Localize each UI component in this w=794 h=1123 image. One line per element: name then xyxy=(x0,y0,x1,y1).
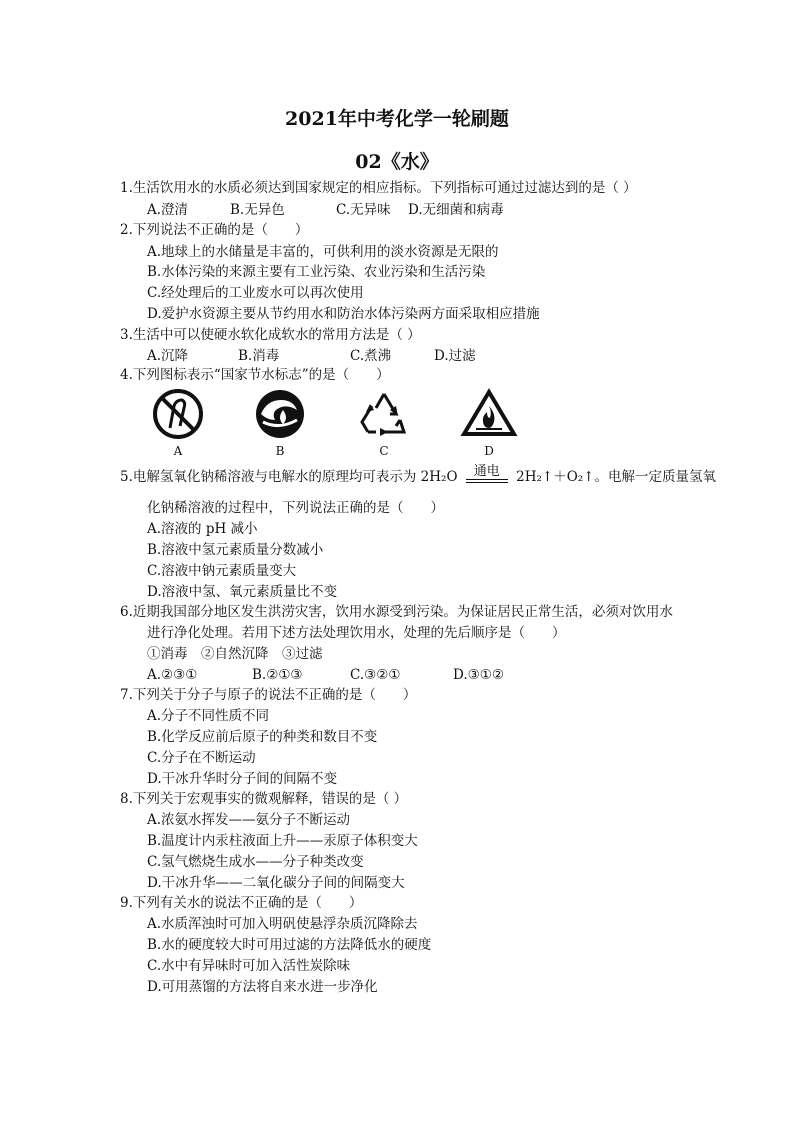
question-2-option-c: C.经处理后的工业废水可以再次使用 xyxy=(147,285,364,301)
icon-label-b: B xyxy=(275,444,285,458)
recycle-icon xyxy=(356,388,412,440)
question-3-stem: 3.生活中可以使硬水软化成软水的常用方法是（ ） xyxy=(120,327,421,343)
water-saving-icon xyxy=(253,388,307,440)
option-c: C.③②① xyxy=(350,667,401,683)
option-d: D.③①② xyxy=(453,667,504,683)
question-8-option-a: A.浓氨水挥发——氨分子不断运动 xyxy=(147,812,351,828)
question-1-stem: 1.生活饮用水的水质必须达到国家规定的相应指标。下列指标可通过过滤达到的是（ ） xyxy=(120,180,637,196)
question-3-options xyxy=(147,347,476,365)
chapter-title: 02《水》 xyxy=(355,151,439,173)
question-9-option-a: A.水质浑浊时可加入明矾使悬浮杂质沉降除去 xyxy=(147,916,418,932)
option-c: C.煮沸 xyxy=(350,348,392,364)
question-5-option-b: B.溶液中氢元素质量分数减小 xyxy=(147,542,324,558)
question-8-stem: 8.下列关于宏观事实的微观解释，错误的是（ ） xyxy=(120,791,408,807)
question-2-option-b: B.水体污染的来源主要有工业污染、农业污染和生活污染 xyxy=(147,264,486,280)
question-2-stem: 2.下列说法不正确的是（ ） xyxy=(120,222,309,238)
question-5-option-a: A.溶液的 pH 减小 xyxy=(147,521,258,537)
reaction-condition: 通电 xyxy=(473,463,500,479)
icon-option-c xyxy=(354,388,414,458)
question-6-stem-2: 进行净化处理。若用下述方法处理饮用水，处理的先后顺序是（ ） xyxy=(147,625,566,641)
reaction-arrow xyxy=(466,465,508,483)
flammable-icon xyxy=(460,388,518,440)
question-9-stem: 9.下列有关水的说法不正确的是（ ） xyxy=(120,895,363,911)
option-c: C.无异味 xyxy=(336,202,391,218)
question-6-stem: 6.近期我国部分地区发生洪涝灾害，饮用水源受到污染。为保证居民正常生活，必须对饮用水 xyxy=(120,604,673,620)
no-smoking-icon xyxy=(152,388,204,440)
exam-title: 2021年中考化学一轮刷题 xyxy=(285,108,509,130)
option-b: B.无异色 xyxy=(230,202,285,218)
option-d: D.无细菌和病毒 xyxy=(408,202,504,218)
question-5-stem-pre: 5.电解氢氧化钠稀溶液与电解水的原理均可表示为 2H₂O xyxy=(120,469,458,485)
question-2-option-a: A.地球上的水储量是丰富的，可供利用的淡水资源是无限的 xyxy=(147,244,499,260)
question-9-option-c: C.水中有异味时可加入活性炭除味 xyxy=(147,958,351,974)
question-1-options xyxy=(147,201,504,219)
option-a: A.澄清 xyxy=(147,202,189,218)
question-7-option-d: D.干冰升华时分子间的间隔不变 xyxy=(147,771,338,787)
option-b: B.消毒 xyxy=(238,348,280,364)
question-5-stem-post: 2H₂↑＋O₂↑。电解一定质量氢氧 xyxy=(516,469,716,485)
question-8-option-d: D.干冰升华——二氧化碳分子间的间隔变大 xyxy=(147,875,405,891)
question-9-option-b: B.水的硬度较大时可用过滤的方法降低水的硬度 xyxy=(147,937,432,953)
question-5-stem-2: 化钠稀溶液的过程中，下列说法正确的是（ ） xyxy=(147,500,444,516)
icon-option-d xyxy=(459,388,519,458)
icon-label-a: A xyxy=(173,444,183,458)
question-9-option-d: D.可用蒸馏的方法将自来水进一步净化 xyxy=(147,979,378,995)
option-b: B.②①③ xyxy=(252,667,303,683)
question-8-option-c: C.氢气燃烧生成水——分子种类改变 xyxy=(147,854,364,870)
question-5-option-c: C.溶液中钠元素质量变大 xyxy=(147,563,297,579)
icon-label-c: C xyxy=(379,444,389,458)
icon-option-a xyxy=(148,388,208,458)
question-7-option-c: C.分子在不断运动 xyxy=(147,750,256,766)
option-d: D.过滤 xyxy=(434,348,476,364)
question-6-options xyxy=(147,666,504,684)
question-2-option-d: D.爱护水资源主要从节约用水和防治水体污染两方面采取相应措施 xyxy=(147,306,540,322)
question-7-stem: 7.下列关于分子与原子的说法不正确的是（ ） xyxy=(120,687,417,703)
option-a: A.②③① xyxy=(147,667,198,683)
question-4-stem: 4.下列图标表示“国家节水标志”的是（ ） xyxy=(120,367,390,383)
icon-option-b xyxy=(250,388,310,458)
question-8-option-b: B.温度计内汞柱液面上升——汞原子体积变大 xyxy=(147,833,418,849)
icon-label-d: D xyxy=(484,444,494,458)
question-5-option-d: D.溶液中氢、氧元素质量比不变 xyxy=(147,584,338,600)
question-7-option-b: B.化学反应前后原子的种类和数目不变 xyxy=(147,729,378,745)
question-6-methods: ①消毒 ②自然沉降 ③过滤 xyxy=(147,646,323,662)
question-7-option-a: A.分子不同性质不同 xyxy=(147,708,270,724)
equals-bar xyxy=(466,479,508,483)
option-a: A.沉降 xyxy=(147,348,189,364)
question-5-stem xyxy=(120,463,716,487)
